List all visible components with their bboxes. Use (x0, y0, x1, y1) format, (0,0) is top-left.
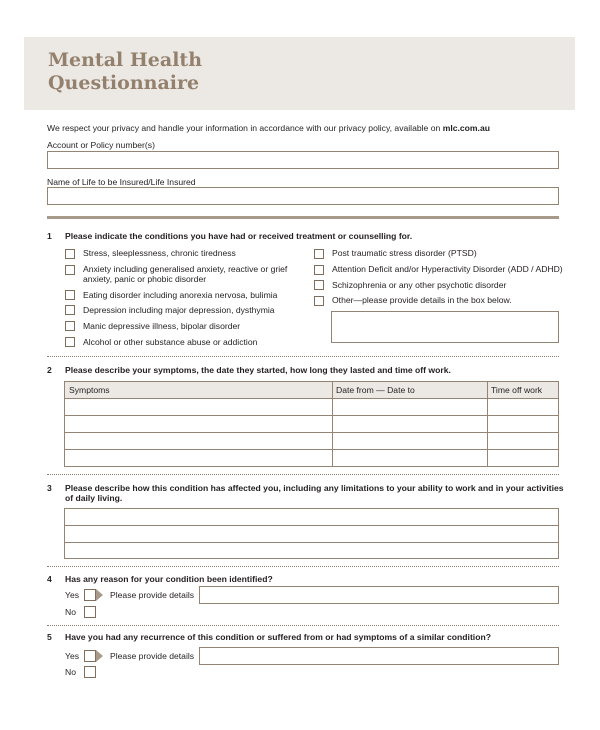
symptoms-table (64, 381, 559, 467)
q1-checkbox-depression[interactable] (65, 305, 75, 315)
privacy-text: We respect your privacy and handle your information in accordance with our privacy policy, available on (47, 123, 443, 133)
table-row-divider (65, 415, 558, 416)
q1-option-ptsd: Post traumatic stress disorder (PTSD) (332, 248, 477, 258)
table-row-divider (65, 432, 558, 433)
q4-details-label: Please provide details (110, 590, 195, 600)
page-title (48, 49, 202, 95)
q1-option-eating: Eating disorder including anorexia nervosa, bulimia (83, 290, 278, 300)
q5-yes-checkbox[interactable] (84, 650, 96, 662)
divider-3 (47, 566, 559, 567)
q1-option-manic: Manic depressive illness, bipolar disorder (83, 321, 241, 331)
header-band (24, 37, 575, 110)
q4-yes-label: Yes (65, 590, 80, 600)
q1-option-other: Other—please provide details in the box below. (332, 295, 512, 305)
q1-checkbox-alcohol[interactable] (65, 337, 75, 347)
q4-yes-checkbox[interactable] (84, 589, 96, 601)
q1-question: Please indicate the conditions you have had or received treatment or counselling for. (65, 231, 413, 241)
q5-details-input[interactable] (199, 647, 559, 665)
q5-yes-label: Yes (65, 651, 80, 661)
q5-no-checkbox[interactable] (84, 666, 96, 678)
account-label: Account or Policy number(s) (47, 140, 155, 150)
q4-no-checkbox[interactable] (84, 606, 96, 618)
q1-checkbox-ptsd[interactable] (314, 249, 324, 259)
q1-option-anxiety-2: anxiety, panic or phobic disorder (83, 274, 207, 284)
q1-other-details-input[interactable] (331, 311, 559, 343)
q5-no-label: No (65, 667, 76, 677)
q1-option-stress: Stress, sleeplessness, chronic tiredness (83, 248, 236, 258)
table-col-divider (487, 382, 488, 466)
divider-2 (47, 474, 559, 475)
section-rule (47, 216, 559, 219)
arrow-right-icon (96, 650, 103, 662)
q3-number: 3 (47, 483, 52, 493)
title-line-1: Mental Health (48, 49, 203, 71)
q4-question: Has any reason for your condition been identified? (65, 574, 273, 584)
account-input[interactable] (47, 151, 559, 169)
table-row-divider (65, 449, 558, 450)
q3-question-line-1: Please describe how this condition has affected you, including any limitations to your ability to work and in your activities (65, 483, 564, 493)
q1-checkbox-schizophrenia[interactable] (314, 280, 324, 290)
q1-checkbox-adhd[interactable] (314, 265, 324, 275)
q2-number: 2 (47, 365, 52, 375)
q2-question: Please describe your symptoms, the date they started, how long they lasted and time off work. (65, 365, 451, 375)
q1-checkbox-eating[interactable] (65, 290, 75, 300)
col-header-symptoms: Symptoms (69, 385, 110, 395)
q1-option-anxiety-1: Anxiety including generalised anxiety, reactive or grief (83, 264, 288, 274)
divider-4 (47, 625, 559, 626)
answer-line (65, 525, 558, 526)
col-header-dates: Date from — Date to (336, 385, 415, 395)
q1-checkbox-stress[interactable] (65, 249, 75, 259)
q5-number: 5 (47, 632, 52, 642)
life-insured-input[interactable] (47, 187, 559, 205)
q1-number: 1 (47, 231, 52, 241)
q5-question: Have you had any recurrence of this condition or suffered from or had symptoms of a similar condition? (65, 632, 491, 642)
col-header-time-off: Time off work (491, 385, 543, 395)
symptoms-table-header (65, 382, 558, 399)
q1-option-adhd: Attention Deficit and/or Hyperactivity Disorder (ADD / ADHD) (332, 264, 563, 274)
q4-no-label: No (65, 607, 76, 617)
arrow-right-icon (96, 589, 103, 601)
q1-checkbox-manic[interactable] (65, 321, 75, 331)
title-line-2: Questionnaire (48, 72, 200, 94)
answer-line (65, 542, 558, 543)
q1-checkbox-anxiety[interactable] (65, 265, 75, 275)
q4-details-input[interactable] (199, 586, 559, 604)
q1-option-depression: Depression including major depression, dysthymia (83, 305, 275, 315)
q3-question-line-2: of daily living. (65, 493, 123, 503)
q1-option-alcohol: Alcohol or other substance abuse or addiction (83, 337, 258, 347)
q3-answer-box[interactable] (64, 508, 559, 559)
q5-details-label: Please provide details (110, 651, 195, 661)
q4-number: 4 (47, 574, 52, 584)
table-col-divider (332, 382, 333, 466)
privacy-link[interactable]: mlc.com.au (442, 123, 490, 133)
q1-option-schizophrenia: Schizophrenia or any other psychotic disorder (332, 280, 507, 290)
q1-checkbox-other[interactable] (314, 296, 324, 306)
life-insured-label: Name of Life to be Insured/Life Insured (47, 177, 196, 187)
privacy-statement (47, 123, 490, 133)
divider-1 (47, 356, 559, 357)
